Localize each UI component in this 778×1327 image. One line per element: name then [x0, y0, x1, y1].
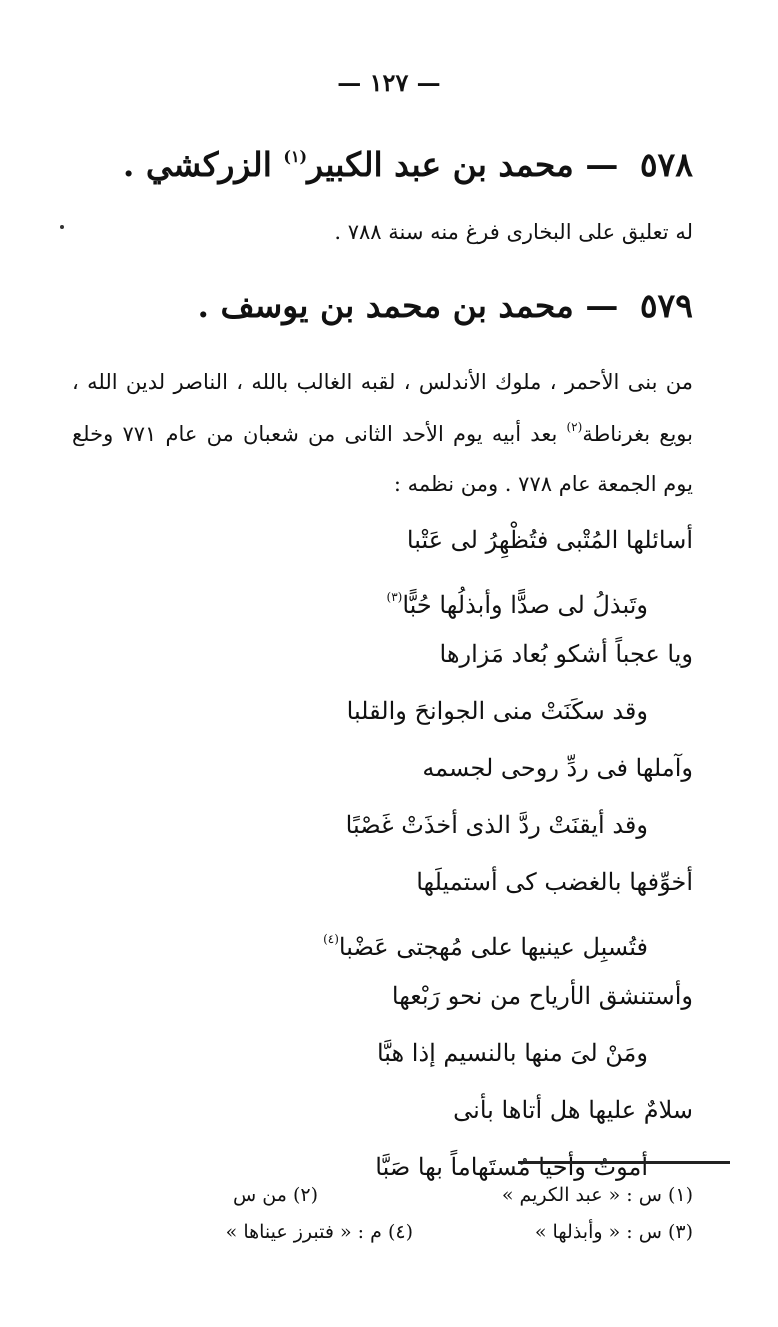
footnote-label: (٣): [667, 1221, 693, 1243]
verse-line: [346, 805, 648, 845]
entry-dash: —: [585, 145, 619, 184]
footnote-ref: (١): [283, 147, 308, 166]
bio-line: يوم الجمعة عام ٧٧٨ . ومن نظمه :: [393, 472, 693, 496]
verse-text: ويا عجباً أشكو بُعاد مَزارها: [439, 640, 693, 668]
verse-line: [392, 976, 693, 1016]
verse-text: وتَبذلُ لى صدًّا وأبذلُها حُبًّا: [402, 591, 648, 619]
footnote-label: (٢): [292, 1184, 318, 1206]
verse-line: [387, 577, 648, 617]
entry-name: محمد بن محمد بن يوسف .: [197, 286, 574, 325]
verse-line: [347, 691, 648, 731]
verse-text: وقد سكَنَتْ منى الجوانحَ والقلبا: [346, 697, 648, 725]
entry-number: ٥٧٩: [639, 286, 693, 325]
footnote-text: من س: [233, 1184, 287, 1206]
footnote-text: س : « عبد الكريم »: [501, 1184, 662, 1206]
verse-text: وآملها فى ردِّ روحى لجسمه: [422, 754, 693, 782]
verse-line: [377, 1033, 648, 1073]
bio-line: [72, 409, 693, 445]
entry-dash: —: [585, 286, 619, 325]
footnote: [535, 1218, 693, 1246]
entry-name: محمد بن عبد الكبير: [307, 145, 574, 184]
verse-line: [422, 748, 693, 788]
footnote-label: (٤): [387, 1221, 413, 1243]
verse-line: [323, 919, 648, 959]
footnote-ref: (٢): [566, 420, 583, 434]
print-speck: [60, 225, 64, 229]
footnote: [233, 1181, 318, 1209]
entry-name-suffix: الزركشي .: [122, 145, 272, 184]
footnote-separator: [518, 1161, 730, 1164]
verse-line: [440, 634, 693, 674]
verse-text: وأستنشق الأرياح من نحو رَبْعها: [391, 982, 693, 1010]
entry-body-578: له تعليق على البخارى فرغ منه سنة ٧٨٨ .: [334, 220, 693, 244]
verse-text: أخوِّفها بالغضب كى أستميلَها: [416, 868, 693, 896]
entry-heading-579: [60, 286, 693, 326]
footnote-text: س : « وأبذلها »: [534, 1221, 662, 1243]
footnote: [502, 1181, 693, 1209]
verse-text: أسائلها المُتْبى فتُظْهِرُ لى عَتْبا: [406, 526, 693, 554]
footnote: [226, 1218, 413, 1246]
footnote-label: (١): [667, 1184, 693, 1206]
verse-line: [453, 1090, 693, 1130]
entry-number: ٥٧٨: [639, 145, 693, 184]
verse-text: وقد أيقنَتْ ردَّ الذى أخذَتْ غَصْبًا: [345, 811, 648, 839]
bio-line-part: بعد أبيه يوم الأحد الثانى من شعبان من عام ٧٧١ وخلع: [72, 422, 558, 446]
entry-heading-578: [60, 137, 693, 185]
footnote-text: م : « فتبرز عيناها »: [225, 1221, 382, 1243]
verse-line: [416, 862, 693, 902]
verse-text: أموتُ وأحيا مُستَهاماً بها صَبَّا: [375, 1153, 648, 1181]
verse-text: ومَنْ لىَ منها بالنسيم إذا هبَّا: [376, 1039, 648, 1067]
bio-line-part: بويع بغرناطة: [582, 422, 693, 446]
verse-line: [407, 520, 693, 560]
footnote-ref: (٣): [386, 590, 403, 604]
verse-text: فتُسبِل عينيها على مُهجتى عَضْبا: [338, 933, 648, 961]
bio-line: من بنى الأحمر ، ملوك الأندلس ، لقبه الغالب بالله ، الناصر لدين الله ،: [72, 370, 693, 394]
page-number: — ١٢٧ —: [337, 68, 441, 97]
footnote-ref: (٤): [323, 932, 339, 946]
verse-text: سلامٌ عليها هل أتاها بأنى: [453, 1096, 693, 1124]
